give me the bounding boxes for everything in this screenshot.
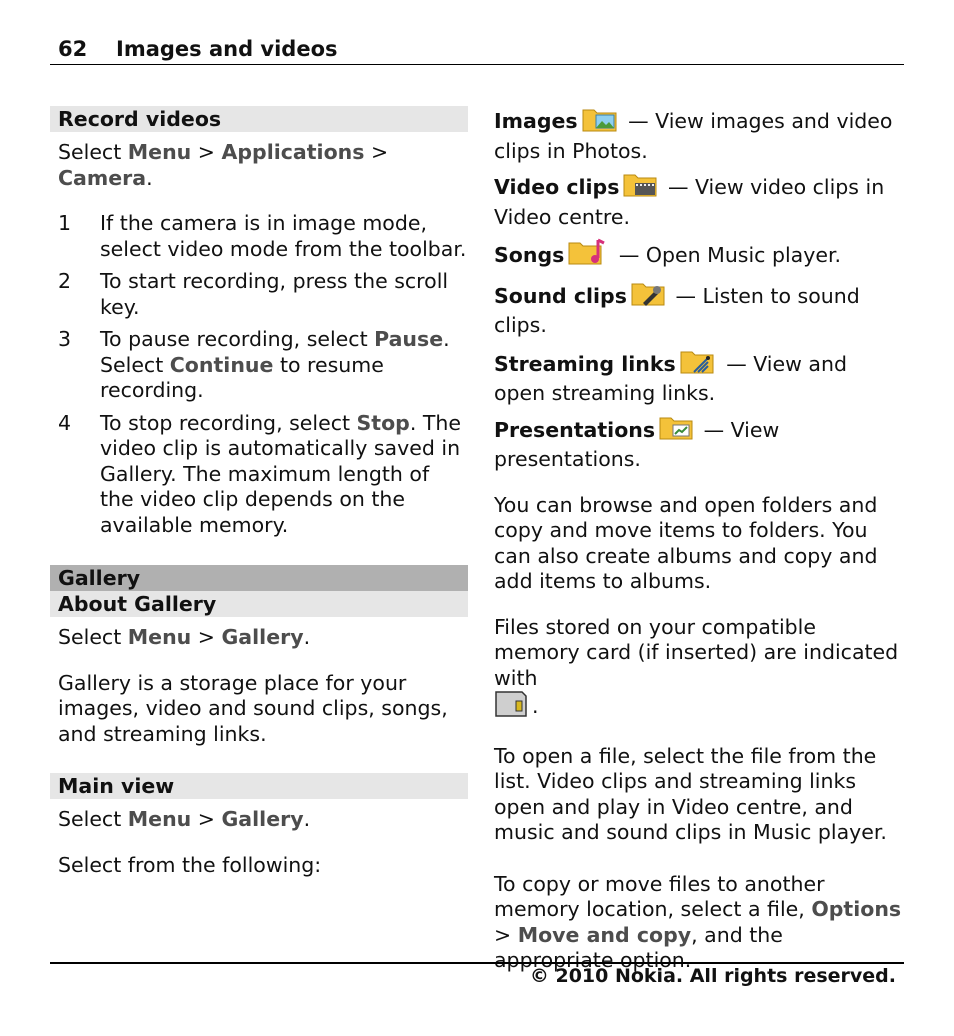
gallery-path: Select Menu > Gallery. [58, 625, 311, 649]
select-from-text: Select from the following: [58, 852, 322, 877]
copyright: © 2010 Nokia. All rights reserved. [529, 965, 896, 987]
music-folder-icon [568, 238, 608, 273]
copy-text: To copy or move files to another memory location, select a file, Options > Move and copy, and the appropriate option. [494, 871, 902, 972]
heading-about-gallery: About Gallery [50, 591, 468, 617]
item-sound-clips: Sound clips — Listen to sound clips. [494, 281, 904, 339]
main-view-path: Select Menu > Gallery. [58, 807, 311, 831]
open-file-text: To open a file, select the file from the list. Video clips and streaming links open and play in Video centre, and music and sound clips in Music player. [494, 743, 887, 844]
browse-text: You can browse and open folders and copy and move items to folders. You can also create albums and copy and add items to albums. [494, 492, 878, 593]
right-column [494, 106, 904, 974]
presentations-folder-icon [659, 415, 693, 448]
item-presentations: Presentations — View presentations. [494, 415, 904, 473]
step-1: 1 If the camera is in image mode, select video mode from the toolbar. [58, 211, 467, 261]
sound-folder-icon [631, 281, 665, 314]
item-images: Images — View images and video clips in Photos. [494, 106, 904, 164]
heading-gallery: Gallery [50, 565, 468, 591]
item-songs: Songs — Open Music player. [494, 238, 904, 273]
video-folder-icon [623, 172, 657, 205]
images-folder-icon [582, 106, 618, 139]
gallery-intro: Gallery is a storage place for your images, video and sound clips, songs, and streaming links. [58, 670, 448, 746]
chapter-title: Images and videos [116, 37, 338, 61]
footer-rule [50, 962, 904, 964]
step-3: 3 To pause recording, select Pause. Select Continue to resume recording. [58, 327, 450, 402]
left-column [50, 106, 468, 878]
record-videos-path: Select Menu > Applications > Camera. [58, 140, 389, 190]
page-number: 62 [58, 37, 88, 61]
step-4: 4 To stop recording, select Stop. The video clip is automatically saved in Gallery. The maximum length of the video clip depends on the available memory. [58, 410, 462, 537]
item-streaming-links: Streaming links — View and open streaming links. [494, 347, 904, 407]
streaming-folder-icon [680, 347, 716, 382]
heading-record-videos: Record videos [50, 106, 468, 132]
page-header [50, 34, 904, 65]
item-video-clips: Video clips — View video clips in Video centre. [494, 172, 904, 230]
heading-main-view: Main view [50, 773, 468, 799]
step-2: 2 To start recording, press the scroll key. [58, 269, 449, 319]
record-steps [50, 211, 468, 538]
memory-card-text: Files stored on your compatible memory card (if inserted) are indicated with . [494, 615, 904, 724]
memory-card-icon [494, 691, 528, 724]
